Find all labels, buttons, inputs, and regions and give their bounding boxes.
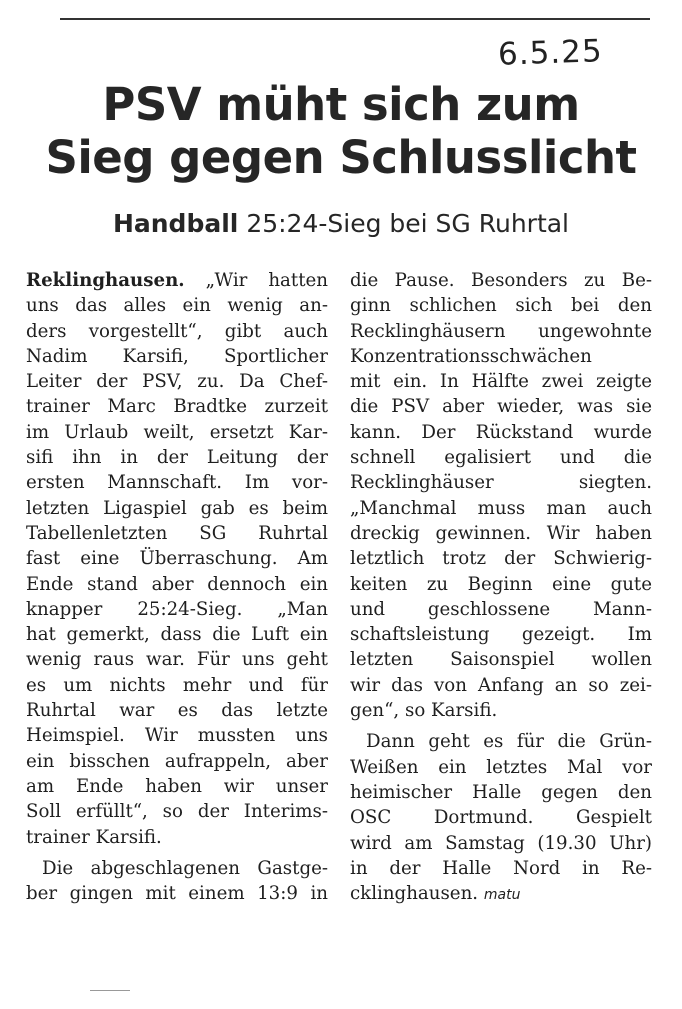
subheadline-kicker: Handball (112, 209, 239, 238)
text-line: letzten Saisonspiel wollen (350, 649, 652, 671)
text-line: mit ein. In Hälfte zwei zeigte (350, 371, 652, 393)
text-line: wird am Samstag (19.30 Uhr) (350, 832, 652, 854)
text-line: Tabellenletzten SG Ruhrtal (26, 522, 328, 544)
text-line: Soll erfüllt“, so der Interims- (26, 801, 328, 823)
text-line: OSC Dortmund. Gespielt (350, 807, 652, 829)
text-line: Weißen ein letztes Mal vor (350, 756, 652, 778)
text-line: im Urlaub weilt, ersetzt Kar- (26, 421, 328, 443)
text-line: trainer Marc Bradtke zurzeit (26, 396, 328, 418)
text-line: Dann geht es für die Grün- (366, 731, 652, 753)
text-line: Recklinghäuser siegten. (350, 472, 652, 494)
text-line: cklinghausen. (350, 883, 479, 905)
headline (30, 78, 652, 184)
text-line: dreckig gewinnen. Wir haben (350, 522, 652, 544)
subheadline-text: 25:24-Sieg bei SG Ruhrtal (246, 209, 570, 238)
text-line: knapper 25:24-Sieg. „Man (26, 598, 328, 620)
text-line: es um nichts mehr und für (26, 674, 328, 696)
text-line: ein bisschen aufrappeln, aber (26, 750, 328, 772)
text-line: Konzentrationsschwächen (350, 345, 592, 367)
text-line: ders vorgestellt“, gibt auch (26, 320, 328, 342)
article-column-right (350, 268, 652, 906)
text-line: gen“, so Karsifi. (350, 700, 498, 722)
text-line: hat gemerkt, dass die Luft ein (26, 624, 328, 646)
text-line: Die abgeschlagenen Gastge- (42, 857, 328, 879)
text-line: Recklinghäusern ungewohnte (350, 320, 652, 342)
text-line: letzten Ligaspiel gab es beim (26, 497, 328, 519)
text-line: letztlich trotz der Schwierig- (350, 548, 652, 570)
scan-mark (90, 990, 130, 991)
text-line: am Ende haben wir unser (26, 775, 328, 797)
text-line: ber gingen mit einem 13:9 in (26, 883, 328, 905)
text-line: sifi ihn in der Leitung der (26, 447, 328, 469)
text-line: und geschlossene Mann- (350, 598, 652, 620)
text-line: „Manchmal muss man auch (350, 497, 652, 519)
dateline: Reklinghausen. (26, 270, 185, 291)
text-line: heimischer Halle gegen den (350, 781, 652, 803)
text-line: ersten Mannschaft. Im vor- (26, 472, 328, 494)
text-line: wenig raus war. Für uns geht (26, 649, 328, 671)
text-line: die PSV aber wieder, was sie (350, 396, 652, 418)
text-line: trainer Karsifi. (26, 826, 162, 848)
text-line: Ruhrtal war es das letzte (26, 700, 328, 722)
headline-line-1: PSV müht sich zum (102, 78, 580, 131)
text-line: Leiter der PSV, zu. Da Chef- (26, 371, 328, 393)
top-rule (60, 18, 650, 20)
text-line: Heimspiel. Wir mussten uns (26, 725, 328, 747)
text-line: in der Halle Nord in Re- (350, 857, 652, 879)
text-line (350, 881, 652, 906)
text-line: schnell egalisiert und die (350, 447, 652, 469)
text-line: wir das von Anfang an so zei- (350, 674, 652, 696)
text-line: kann. Der Rückstand wurde (350, 421, 652, 443)
text-line (26, 268, 328, 293)
text-line: „Wir hatten (205, 270, 328, 291)
headline-line-2: Sieg gegen Schlusslicht (45, 131, 637, 184)
text-line: die Pause. Besonders zu Be- (350, 270, 652, 291)
article-column-left (26, 268, 328, 906)
text-line: schaftsleistung gezeigt. Im (350, 624, 652, 646)
text-line: Ende stand aber dennoch ein (26, 573, 328, 595)
handwritten-date: 6.5.25 (497, 33, 604, 73)
text-line: ginn schlichen sich bei den (350, 295, 652, 317)
text-line: keiten zu Beginn eine gute (350, 573, 652, 595)
author-tag: matu (483, 887, 521, 904)
text-line: fast eine Überraschung. Am (26, 548, 328, 570)
text-line: uns das alles ein wenig an- (26, 295, 328, 317)
subheadline (30, 208, 652, 240)
text-line: Nadim Karsifi, Sportlicher (26, 345, 328, 367)
